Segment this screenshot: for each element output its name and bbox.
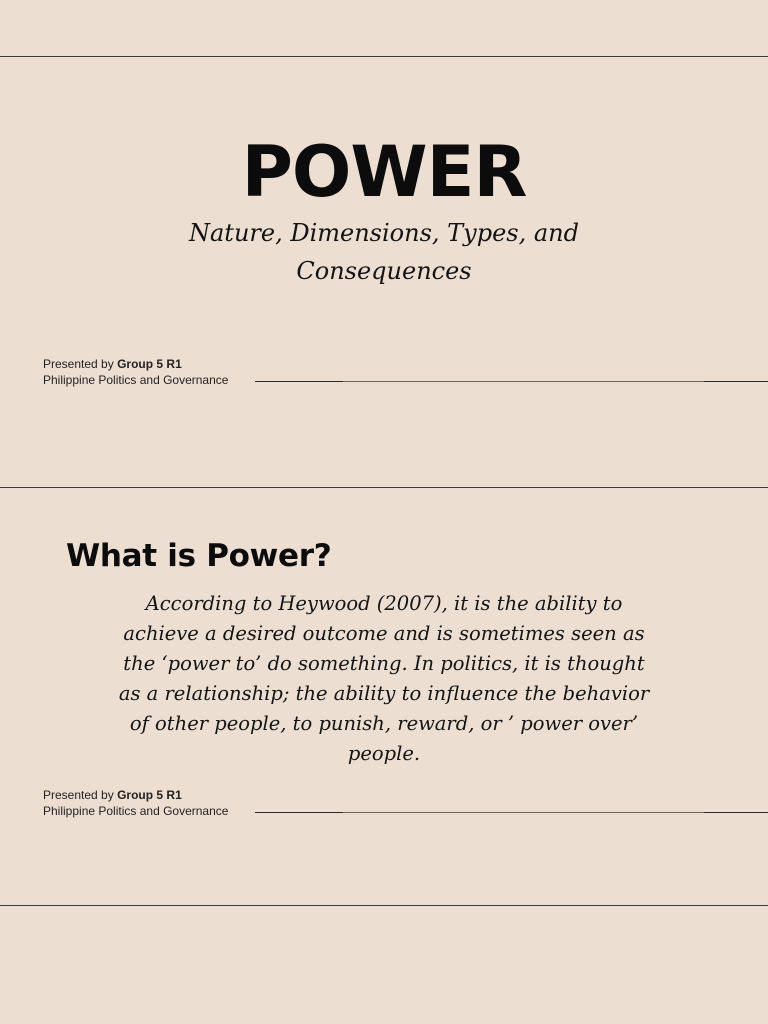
presented-by-line [43,788,182,803]
footer-rule-accent [704,812,768,813]
footer-rule [255,812,768,813]
slide-title: POWER [241,131,527,213]
slide-footer [0,788,768,820]
definition-slide [0,488,768,905]
footer-rule [255,381,768,382]
definition-text: According to Heywood (2007), it is the ability to achieve a desired outcome and is sometimes seen as the ‘power to’ do something. In politics, it is thought as a relationship; the ability to influence the behavior of other people, to punish, reward, or ’ power over’ people. [118,592,650,765]
footer-rule-accent [255,812,343,813]
section-heading: What is Power? [66,538,332,574]
page-divider-bottom [0,905,768,906]
presented-by-label: Presented by [43,357,114,371]
footer-rule-accent [255,381,343,382]
course-name: Philippine Politics and Governance [43,373,229,387]
presenter-name: Group 5 R1 [117,788,182,802]
presented-by-label: Presented by [43,788,114,802]
title-slide [0,57,768,487]
footer-rule-accent [704,381,768,382]
slide-subtitle: Nature, Dimensions, Types, and Consequences [189,219,579,285]
presenter-name: Group 5 R1 [117,357,182,371]
slide-footer [0,357,768,389]
presented-by-line [43,357,182,372]
course-name: Philippine Politics and Governance [43,804,229,818]
